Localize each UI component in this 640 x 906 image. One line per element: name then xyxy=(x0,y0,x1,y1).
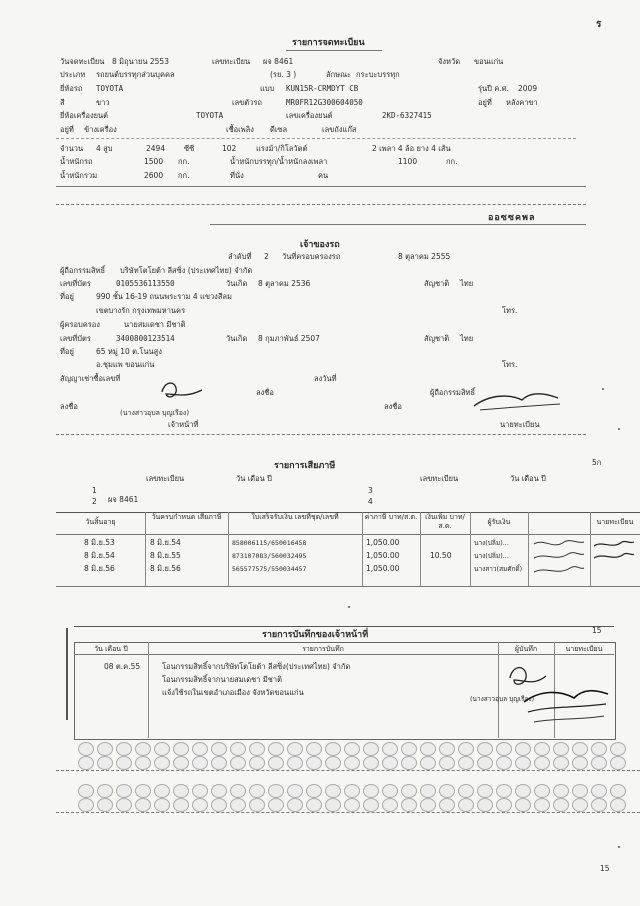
vehicle-type: รถยนต์บรรทุกส่วนบุคคล xyxy=(96,70,175,79)
pattern-circle xyxy=(591,784,607,798)
table-row-1-due: 8 มิ.ย.55 xyxy=(150,551,181,560)
holder-name: บริษัทโตโยต้า ลีสซิ่ง (ประเทศไทย) จำกัด xyxy=(120,266,253,275)
pattern-circle xyxy=(268,798,284,812)
tax-row2-no: 2 xyxy=(92,497,97,506)
pattern-circle xyxy=(496,798,512,812)
pattern-circle xyxy=(515,756,531,770)
tax-th-fine: เงินเพิ่ม บาท/ส.ต. xyxy=(425,513,465,530)
log-col-recorder: ผู้บันทึก xyxy=(514,645,538,653)
officer-title: เจ้าหน้าที่ xyxy=(168,420,199,429)
pattern-circle xyxy=(401,784,417,798)
hp: 102 xyxy=(222,144,237,153)
pattern-circle xyxy=(192,798,208,812)
reg-date: 8 มิถุนายน 2553 xyxy=(112,57,169,66)
receiver-signatures xyxy=(530,536,588,580)
reg-date-label: วันจดทะเบียน xyxy=(60,57,105,66)
log-line-1: โอนกรรมสิทธิ์จากบริษัทโตโยต้า ลีสซิ่ง(ประเทศไทย) จำกัด xyxy=(162,662,351,671)
load: 1100 xyxy=(398,157,418,166)
fuel-label: เชื้อเพลิง xyxy=(226,125,254,134)
occupant-addr-label: ที่อยู่ xyxy=(60,347,74,356)
engine-brand: TOYOTA xyxy=(196,111,224,120)
pattern-circle xyxy=(420,784,436,798)
pattern-circle xyxy=(420,798,436,812)
tax-title: รายการเสียภาษี xyxy=(274,461,336,471)
weight-unit: กก. xyxy=(178,157,190,166)
pattern-circle xyxy=(78,742,94,756)
seats-unit: คน xyxy=(318,171,329,180)
pattern-circle xyxy=(154,756,170,770)
table-row-2-receiver: นางสาว(สมศักดิ์) xyxy=(474,565,523,573)
gross-unit: กก. xyxy=(178,171,190,180)
pattern-circle xyxy=(78,784,94,798)
tax-row3-no: 3 xyxy=(368,486,373,495)
table-row-1-fine: 10.50 xyxy=(430,551,452,560)
pattern-circle xyxy=(306,756,322,770)
table-row-1-tax: 1,050.00 xyxy=(366,551,400,560)
brand-label: ยี่ห้อรถ xyxy=(60,84,83,93)
pattern-circle xyxy=(287,756,303,770)
pattern-circle xyxy=(363,756,379,770)
load-unit: กก. xyxy=(446,157,458,166)
tax-th-receiver: ผู้รับเงิน xyxy=(487,518,511,526)
tax-row4-no: 4 xyxy=(368,497,373,506)
pattern-circle xyxy=(363,798,379,812)
log-line-2: โอนกรรมสิทธิ์จากนายสมเดชา มีชาติ xyxy=(162,675,282,684)
log-date: 08 ต.ค.55 xyxy=(104,662,141,671)
pattern-circle xyxy=(572,742,588,756)
pattern-circle xyxy=(230,798,246,812)
pattern-circle xyxy=(420,742,436,756)
hp-label: แรงม้า/กิโลวัตต์ xyxy=(256,144,308,153)
table-row-0-expire: 8 มิ.ย.53 xyxy=(84,538,115,547)
registrar-tax-signatures xyxy=(592,536,636,566)
pattern-circle xyxy=(344,742,360,756)
pattern-circle xyxy=(591,742,607,756)
registration-title: รายการจดทะเบียน xyxy=(292,38,365,48)
tax-row1-plate: ผจ 8461 xyxy=(108,495,139,504)
pattern-circle xyxy=(268,784,284,798)
chassis-label: เลขตัวรถ xyxy=(232,98,262,107)
occupant-nat: ไทย xyxy=(460,334,474,343)
occupant-birth: 8 กุมภาพันธ์ 2507 xyxy=(258,334,320,343)
log-recorder-name: (นางสาวอุบล บุญเรือง) xyxy=(470,695,535,703)
plate: ผจ 8461 xyxy=(263,57,294,66)
contract-label: สัญญาเช่าซื้อเลขที่ xyxy=(60,374,121,383)
engine-loc-label: อยู่ที่ xyxy=(60,125,74,134)
pattern-circle xyxy=(382,756,398,770)
registrar-signature xyxy=(470,384,566,418)
registrar-title: นายทะเบียน xyxy=(500,420,540,429)
pattern-circle xyxy=(306,784,322,798)
pattern-circle xyxy=(211,798,227,812)
table-row-2-receipt: 565577575/550034457 xyxy=(232,565,307,573)
pattern-circle xyxy=(477,742,493,756)
page-mark: ออซซคพล xyxy=(488,213,536,223)
tax-th-expire: วันสิ้นอายุ xyxy=(85,518,116,526)
pattern-circle xyxy=(135,742,151,756)
owner-seq: 2 xyxy=(264,252,269,261)
pattern-circle xyxy=(420,756,436,770)
table-row-2-expire: 8 มิ.ย.56 xyxy=(84,564,115,573)
color: ขาว xyxy=(96,98,110,107)
log-col-registrar: นายทะเบียน xyxy=(565,645,603,653)
tax-col-plate-2: เลขทะเบียน xyxy=(420,474,459,483)
occupant-name: นายสมเดชา มีชาติ xyxy=(124,320,186,329)
pattern-circle xyxy=(344,756,360,770)
load-label: น้ำหนักบรรทุก/น้ำหนักลงเพลา xyxy=(230,157,328,166)
vehicle-type-label: ประเภท xyxy=(60,70,86,79)
tax-th-receipt: ใบเสร็จรับเงิน เลขที่ชุด/เลขที่ xyxy=(251,513,339,521)
table-row-2-due: 8 มิ.ย.56 xyxy=(150,564,181,573)
occupant-birth-label: วันเกิด xyxy=(226,334,248,343)
pattern-circle xyxy=(154,798,170,812)
model: KUN15R-CRMDYT CB xyxy=(286,84,359,93)
pattern-circle xyxy=(97,784,113,798)
corner-mark-bottom: 15 xyxy=(600,864,610,873)
pattern-circle xyxy=(249,742,265,756)
pattern-circle xyxy=(135,784,151,798)
pattern-circle xyxy=(287,784,303,798)
pattern-circle xyxy=(534,798,550,812)
pattern-circle xyxy=(458,798,474,812)
pattern-circle xyxy=(287,798,303,812)
corner-mark-lower: 15 xyxy=(592,626,602,635)
log-col-entry: รายการบันทึก xyxy=(302,645,344,653)
holder-id: 0105536113550 xyxy=(116,279,175,288)
pattern-circle xyxy=(116,784,132,798)
holder-addr-label: ที่อยู่ xyxy=(60,292,74,301)
usage: กระบะบรรทุก xyxy=(356,70,400,79)
cylinders: 4 สูบ xyxy=(96,144,113,153)
pattern-circle xyxy=(173,798,189,812)
pattern-circle xyxy=(382,784,398,798)
pattern-circle xyxy=(306,742,322,756)
model-year-label: รุ่นปี ค.ศ. xyxy=(478,84,509,93)
holder-birth: 8 ตุลาคม 2536 xyxy=(258,279,311,288)
pattern-circle xyxy=(325,798,341,812)
pattern-circle xyxy=(439,798,455,812)
province: ขอนแก่น xyxy=(474,57,504,66)
weight: 1500 xyxy=(144,157,164,166)
corner-mark-mid: 5ก xyxy=(592,458,602,467)
pattern-circle xyxy=(116,756,132,770)
pattern-circle xyxy=(230,784,246,798)
pattern-circle xyxy=(230,756,246,770)
pattern-circle xyxy=(249,756,265,770)
log-line-3: แจ้งใช้รถในเขตอำเภอเมือง จังหวัดขอนแก่น xyxy=(162,688,304,697)
pattern-circle xyxy=(325,756,341,770)
pattern-circle xyxy=(477,784,493,798)
pattern-circle xyxy=(439,756,455,770)
tax-col-plate-1: เลขทะเบียน xyxy=(146,474,185,483)
pattern-circle xyxy=(610,756,626,770)
occupant-tel-label: โทร. xyxy=(502,360,518,369)
pattern-circle xyxy=(173,756,189,770)
pattern-circle xyxy=(154,742,170,756)
pattern-circle xyxy=(439,742,455,756)
engine-no-label: เลขเครื่องยนต์ xyxy=(286,111,333,120)
engine-brand-label: ยี่ห้อเครื่องยนต์ xyxy=(60,111,109,120)
holder-label: ผู้ถือกรรมสิทธิ์ xyxy=(60,266,106,275)
holder-birth-label: วันเกิด xyxy=(226,279,248,288)
occupant-addr1: 65 หมู่ 10 ต.โนนสูง xyxy=(96,347,162,356)
pattern-circle xyxy=(515,798,531,812)
owner-date-label: วันที่ครอบครองรถ xyxy=(282,252,341,261)
pattern-circle xyxy=(458,784,474,798)
table-row-1-receiver: นาง(ปลิ่ม)... xyxy=(474,552,509,560)
usage-label: ลักษณะ xyxy=(326,70,352,79)
pattern-circle xyxy=(344,784,360,798)
pattern-circle xyxy=(572,756,588,770)
pattern-circle xyxy=(496,784,512,798)
pattern-circle xyxy=(401,798,417,812)
occupant-addr2: อ.ชุมแพ ขอนแก่น xyxy=(96,360,155,369)
pattern-circle xyxy=(515,742,531,756)
pattern-circle xyxy=(553,784,569,798)
holder-nat-label: สัญชาติ xyxy=(424,279,450,288)
table-row-0-tax: 1,050.00 xyxy=(366,538,400,547)
gross: 2600 xyxy=(144,171,164,180)
vehicle-category: (รย. 3 ) xyxy=(270,70,297,79)
pattern-circle xyxy=(363,742,379,756)
occupant-id: 3400800123514 xyxy=(116,334,175,343)
pattern-circle xyxy=(572,784,588,798)
pattern-circle xyxy=(230,742,246,756)
pattern-circle xyxy=(116,742,132,756)
pattern-circle xyxy=(268,756,284,770)
officer-sig-label: ลงชื่อ xyxy=(256,388,274,397)
log-title: รายการบันทึกของเจ้าหน้าที่ xyxy=(262,630,369,640)
brand: TOYOTA xyxy=(96,84,124,93)
pattern-circle xyxy=(477,798,493,812)
pattern-circle xyxy=(458,742,474,756)
officer-signature xyxy=(156,376,216,406)
pattern-circle xyxy=(97,798,113,812)
table-row-0-receiver: นาง(ปลิ่ม)... xyxy=(474,539,509,547)
pattern-circle xyxy=(306,798,322,812)
pattern-circle xyxy=(401,742,417,756)
pattern-circle xyxy=(477,756,493,770)
tax-col-date-2: วัน เดือน ปี xyxy=(510,474,546,483)
pattern-circle xyxy=(591,798,607,812)
corner-mark-top: ร xyxy=(596,19,602,30)
pattern-circle xyxy=(116,798,132,812)
pattern-circle xyxy=(249,784,265,798)
holder-addr2: เขตบางรัก กรุงเทพมหานคร xyxy=(96,306,186,315)
pattern-circle xyxy=(192,756,208,770)
model-label: แบบ xyxy=(260,84,275,93)
holder-nat: ไทย xyxy=(460,279,474,288)
axle-info: 2 เพลา 4 ล้อ ยาง 4 เส้น xyxy=(372,144,451,153)
cc: 2494 xyxy=(146,144,166,153)
tax-th-tax: ค่าภาษี บาท/ส.ต. xyxy=(364,513,418,521)
pattern-circle xyxy=(173,784,189,798)
pattern-circle xyxy=(553,742,569,756)
pattern-circle xyxy=(534,742,550,756)
gross-label: น้ำหนักรวม xyxy=(60,171,98,180)
pattern-circle xyxy=(249,798,265,812)
holder-addr1: 990 ชั้น 16-19 ถนนพระราม 4 แขวงสีลม xyxy=(96,292,232,301)
pattern-circle xyxy=(572,798,588,812)
occupant-label: ผู้ครอบครอง xyxy=(60,320,100,329)
pattern-circle xyxy=(211,742,227,756)
table-row-0-due: 8 มิ.ย.54 xyxy=(150,538,181,547)
province-label: จังหวัด xyxy=(438,57,461,66)
tax-row1-no: 1 xyxy=(92,486,97,495)
pattern-circle xyxy=(610,784,626,798)
table-row-0-receipt: 858006115/650016458 xyxy=(232,539,307,547)
pattern-circle xyxy=(534,756,550,770)
pattern-circle xyxy=(325,742,341,756)
log-col-date: วัน เดือน ปี xyxy=(94,645,128,653)
owner-title: เจ้าของรถ xyxy=(300,240,340,250)
owner-date: 8 ตุลาคม 2555 xyxy=(398,252,451,261)
engine-loc: ข้างเครื่อง xyxy=(84,125,117,134)
pattern-circle xyxy=(401,756,417,770)
chassis: MR0FR12G300604050 xyxy=(286,98,363,107)
owner-seq-label: ลำดับที่ xyxy=(228,252,252,261)
registrar-sig-label: ลงชื่อ xyxy=(384,402,402,411)
gas-tank-label: เลขถังแก๊ส xyxy=(322,125,357,134)
pattern-circle xyxy=(344,798,360,812)
pattern-circle xyxy=(97,742,113,756)
tax-th-due: วันครบกำหนด เสียภาษี xyxy=(151,513,222,521)
pattern-circle xyxy=(173,742,189,756)
pattern-circle xyxy=(192,742,208,756)
pattern-circle xyxy=(211,756,227,770)
pattern-circle xyxy=(496,742,512,756)
pattern-circle xyxy=(382,798,398,812)
pattern-circle xyxy=(515,784,531,798)
fuel: ดีเซล xyxy=(270,125,288,134)
pattern-circle xyxy=(97,756,113,770)
location: หลังคาขา xyxy=(506,98,538,107)
log-registrar-signature xyxy=(520,682,612,732)
pattern-circle xyxy=(496,756,512,770)
holder-tel-label: โทร. xyxy=(502,306,518,315)
pattern-circle xyxy=(382,742,398,756)
holder-sig-title: ผู้ถือกรรมสิทธิ์ xyxy=(430,388,476,397)
pattern-circle xyxy=(135,798,151,812)
location-label: อยู่ที่ xyxy=(478,98,492,107)
pattern-circle xyxy=(78,756,94,770)
tax-th-registrar: นายทะเบียน xyxy=(596,518,634,526)
officer-name: (นางสาวอุบล บุญเรือง) xyxy=(120,409,190,417)
pattern-circle xyxy=(325,784,341,798)
pattern-circle xyxy=(135,756,151,770)
pattern-circle xyxy=(591,756,607,770)
occupant-id-label: เลขที่บัตร xyxy=(60,334,91,343)
table-row-2-tax: 1,050.00 xyxy=(366,564,400,573)
seats-label: ที่นั่ง xyxy=(230,171,244,180)
pattern-circle xyxy=(192,784,208,798)
officer-sig-label-2: ลงชื่อ xyxy=(60,402,78,411)
pattern-circle xyxy=(553,756,569,770)
occupant-nat-label: สัญชาติ xyxy=(424,334,450,343)
cyl-label: จำนวน xyxy=(60,144,84,153)
plate-label: เลขทะเบียน xyxy=(212,57,251,66)
pattern-circle xyxy=(610,742,626,756)
pattern-circle xyxy=(268,742,284,756)
color-label: สี xyxy=(60,98,65,107)
pattern-circle xyxy=(154,784,170,798)
pattern-circle xyxy=(78,798,94,812)
cc-label: ซีซี xyxy=(184,144,195,153)
pattern-circle xyxy=(287,742,303,756)
pattern-circle xyxy=(458,756,474,770)
pattern-circle xyxy=(534,784,550,798)
pattern-circle xyxy=(439,784,455,798)
table-row-1-receipt: 873107083/560032495 xyxy=(232,552,307,560)
contract-date-label: ลงวันที่ xyxy=(314,374,337,383)
pattern-circle xyxy=(553,798,569,812)
engine-no: 2KD-6327415 xyxy=(382,111,432,120)
holder-id-label: เลขที่บัตร xyxy=(60,279,91,288)
pattern-circle xyxy=(610,798,626,812)
table-row-1-expire: 8 มิ.ย.54 xyxy=(84,551,115,560)
pattern-circle xyxy=(363,784,379,798)
weight-label: น้ำหนักรถ xyxy=(60,157,93,166)
pattern-circle xyxy=(211,784,227,798)
tax-col-date-1: วัน เดือน ปี xyxy=(236,474,272,483)
model-year: 2009 xyxy=(518,84,538,93)
